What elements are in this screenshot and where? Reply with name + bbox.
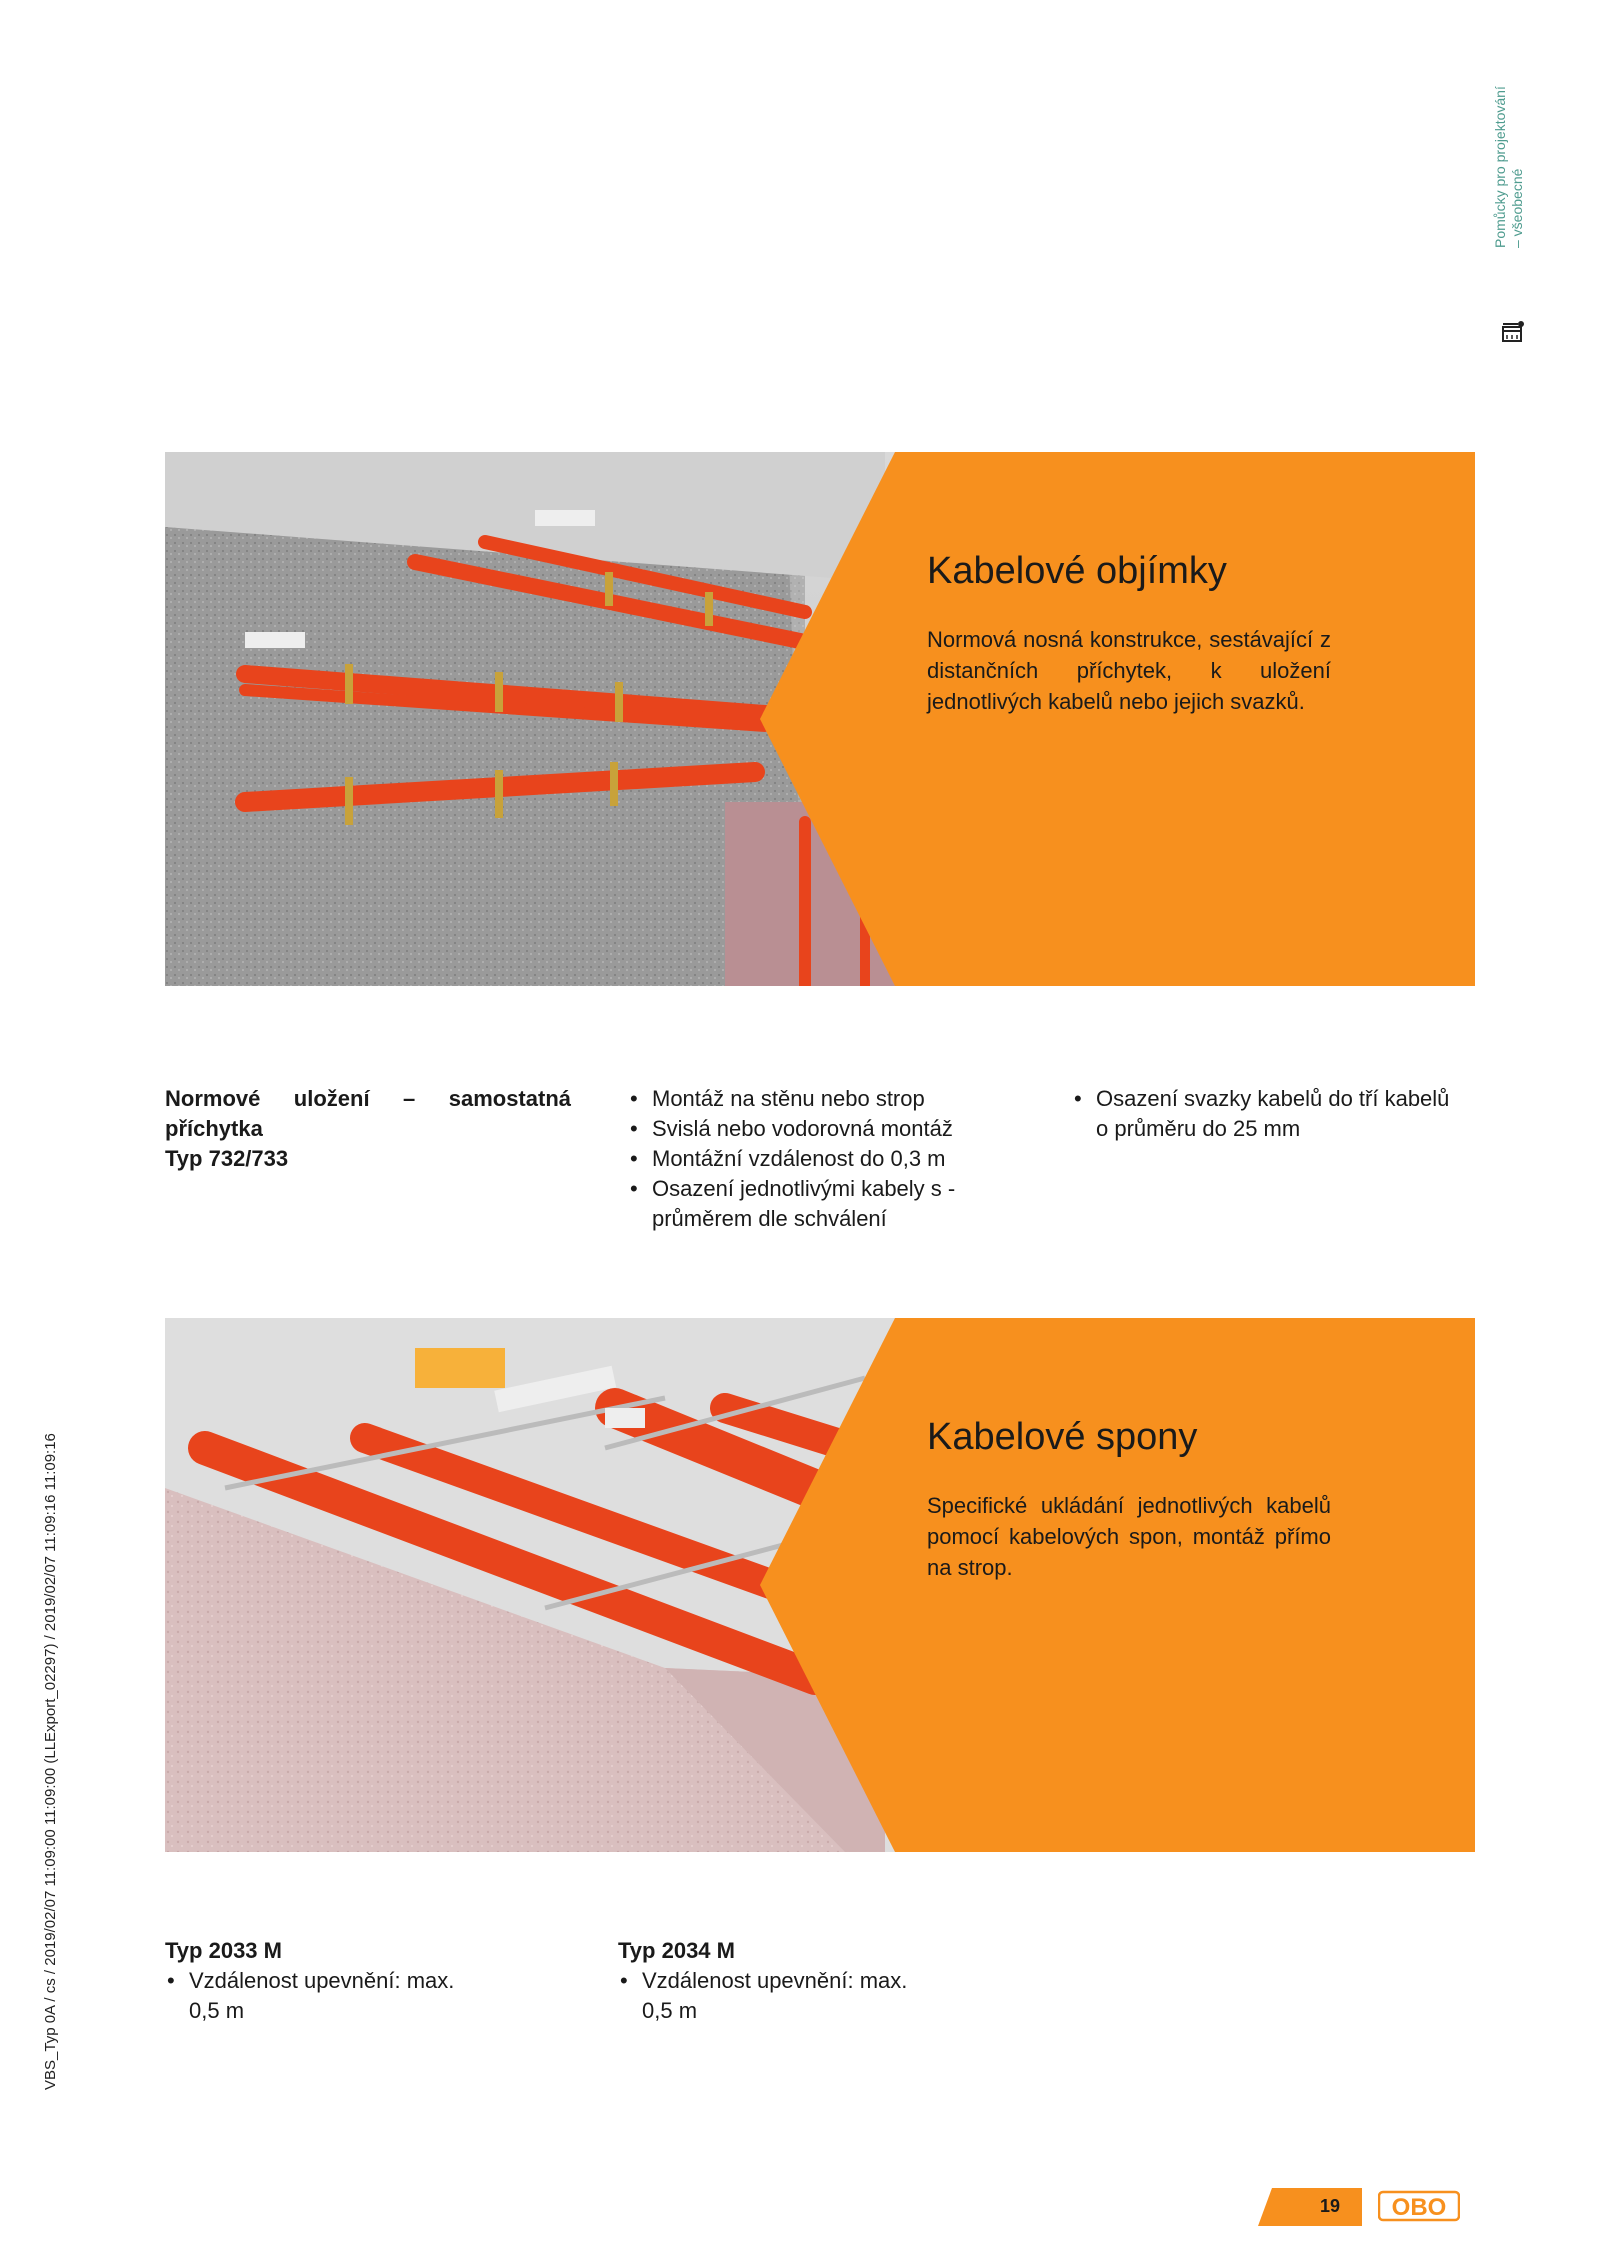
- page-number: 19: [1319, 2196, 1341, 2216]
- obo-logo: [1378, 2190, 1460, 2222]
- list-item: • Vzdálenost upevnění: max. 0,5 m: [165, 1966, 465, 2026]
- orange-callout: [165, 1318, 1475, 1852]
- list-item: • Osazení svazky kabelů do tří kabelů o průměru do 25 mm: [1072, 1084, 1452, 1144]
- document-meta: VBS_Typ 0A / cs / 2019/02/07 11:09:00 11:09:00 (LLExport_02297) / 2019/02/07 11:09:16 11:09:16: [42, 1433, 59, 2090]
- orange-callout: [165, 452, 1475, 986]
- feature-list-a: [628, 1084, 1028, 1234]
- panel-title: Kabelové spony: [927, 1415, 1198, 1458]
- product-col-2034: [618, 1936, 918, 2026]
- product-heading: Normové uložení – samostatná příchytka: [165, 1086, 571, 1141]
- planning-tools-icon: [1500, 318, 1526, 344]
- product-type: Typ 732/733: [165, 1146, 289, 1171]
- logo-text: OBO: [1391, 2194, 1447, 2221]
- panel-description: Specifické ukládání jednotlivých kabelů pomocí kabelových spon, montáž přímo na strop.: [927, 1493, 1331, 1580]
- side-label-line2: – všeobecné: [1509, 168, 1525, 248]
- list-item: • Svislá nebo vodorovná montáž: [628, 1114, 1028, 1144]
- feature-list-b: [1072, 1084, 1452, 1144]
- list-item: • Montáž na stěnu nebo strop: [628, 1084, 1028, 1114]
- list-item: • Osazení jednotlivými kabely s -průměrem dle schválení: [628, 1174, 1028, 1234]
- panel-title: Kabelové objímky: [927, 549, 1227, 592]
- section-side-label: [1492, 48, 1532, 248]
- product-col-2033: [165, 1936, 465, 2026]
- list-item: • Montážní vzdálenost do 0,3 m: [628, 1144, 1028, 1174]
- feature-panel-cable-clips: [165, 1318, 1475, 1852]
- product-type: Typ 2034 M: [618, 1938, 735, 1963]
- feature-panel-cable-clamps: [165, 452, 1475, 986]
- product-type: Typ 2033 M: [165, 1938, 282, 1963]
- panel-description: Normová nosná konstrukce, sestávající z distančních příchytek, k uložení jednotlivých kabelů nebo jejich svazků.: [927, 627, 1331, 714]
- product-heading-col: [165, 1084, 571, 1174]
- side-label-line1: Pomůcky pro projektování: [1492, 86, 1508, 248]
- list-item: • Vzdálenost upevnění: max. 0,5 m: [618, 1966, 918, 2026]
